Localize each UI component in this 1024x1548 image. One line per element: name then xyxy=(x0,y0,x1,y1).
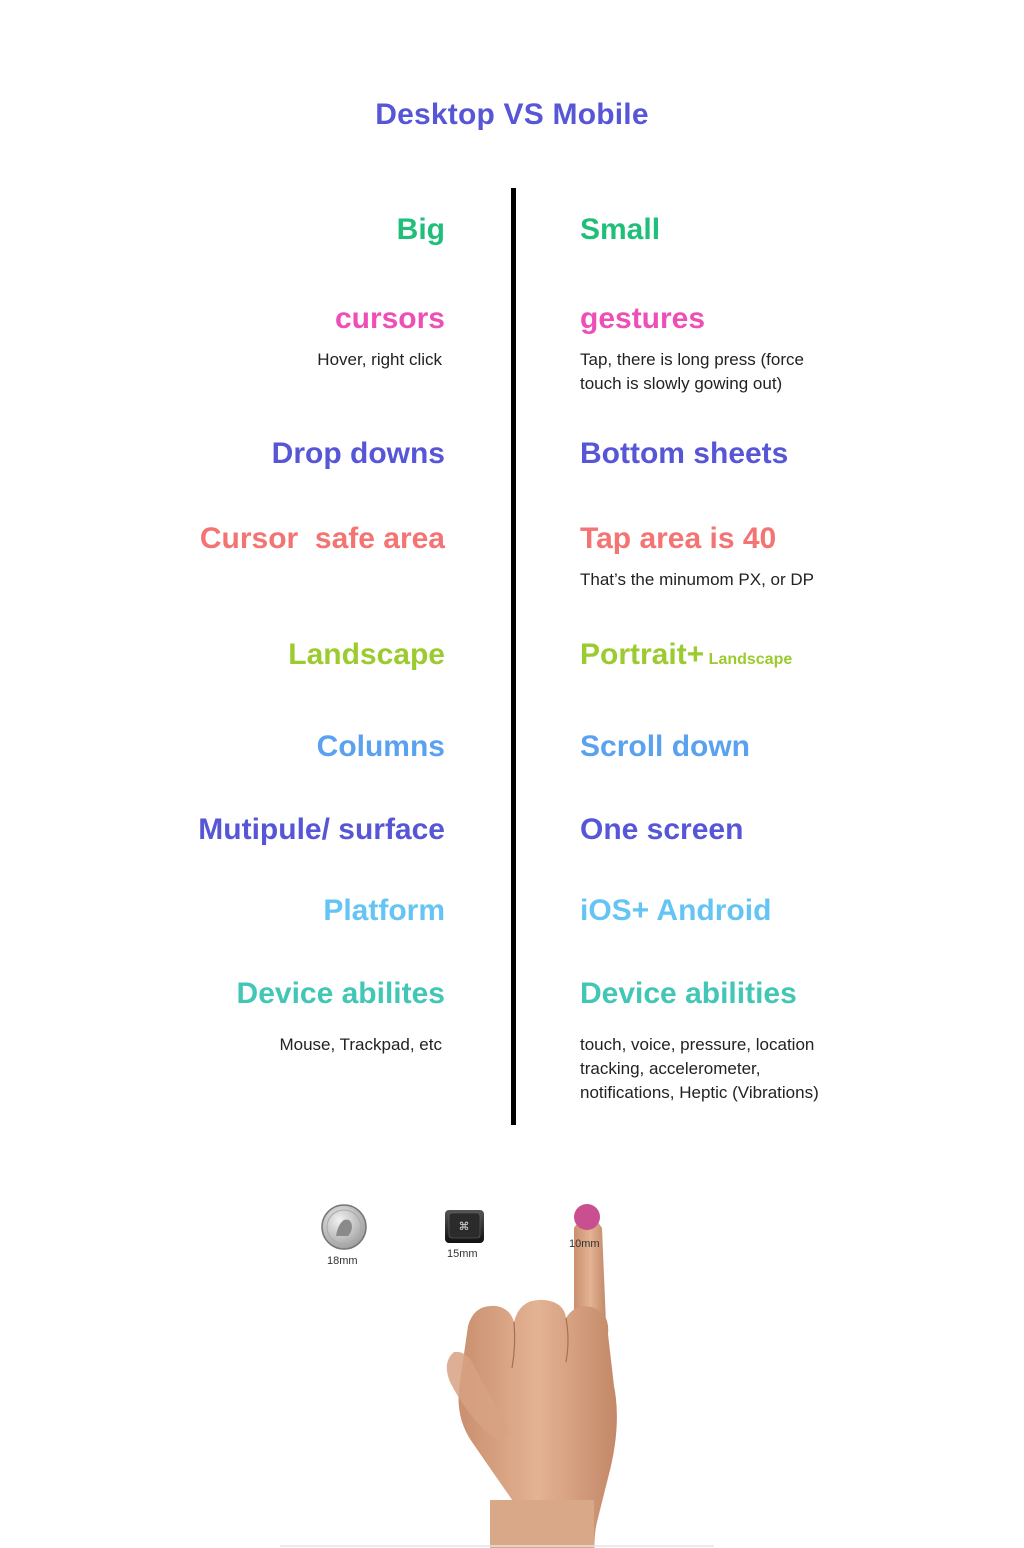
right-note-tap-area: That’s the minumom PX, or DP xyxy=(580,570,814,589)
coin-size-label: 18mm xyxy=(327,1255,358,1267)
left-heading-landscape: Landscape xyxy=(288,638,445,671)
right-heading-gestures: gestures xyxy=(580,302,706,335)
right-note-device-abilities: touch, voice, pressure, location tracking, accelerometer, notifications, Heptic (Vibrations) xyxy=(580,1035,819,1102)
left-heading-device-abilities: Device abilites xyxy=(236,977,445,1010)
key-size-label: 15mm xyxy=(447,1248,478,1260)
left-heading-multiple-surface: Mutipule/ surface xyxy=(198,813,445,846)
coin-icon xyxy=(322,1205,366,1249)
right-heading-portrait-suffix: Landscape xyxy=(704,651,793,668)
right-heading-ios-android: iOS+ Android xyxy=(580,894,772,927)
left-heading-platform: Platform xyxy=(323,894,445,927)
keyboard-key-icon xyxy=(445,1210,484,1243)
left-heading-cursors: cursors xyxy=(334,302,445,335)
right-heading-tap-area: Tap area is 40 xyxy=(580,522,777,555)
left-note-device-abilities: Mouse, Trackpad, etc xyxy=(279,1035,442,1054)
svg-text:⌘: ⌘ xyxy=(458,1220,470,1233)
right-heading-scroll-down: Scroll down xyxy=(580,730,751,763)
finger-size-label: 10mm xyxy=(569,1238,600,1250)
left-heading-big: Big xyxy=(396,213,445,246)
right-heading-small: Small xyxy=(580,213,661,246)
right-heading-device-abilities: Device abilities xyxy=(580,977,797,1010)
right-note-gestures: Tap, there is long press (force touch is slowly gowing out) xyxy=(580,350,804,393)
left-heading-drop-downs: Drop downs xyxy=(271,437,445,470)
left-heading-cursor-safe-area: Cursor safe area xyxy=(199,522,445,555)
page-title: Desktop VS Mobile xyxy=(375,98,649,131)
right-heading-one-screen: One screen xyxy=(580,813,744,846)
right-heading-bottom-sheets: Bottom sheets xyxy=(580,437,789,470)
left-note-cursors: Hover, right click xyxy=(317,350,442,369)
right-heading-portrait-main: Portrait+ xyxy=(580,638,705,671)
left-heading-columns: Columns xyxy=(316,730,445,763)
fingertip-target-dot xyxy=(574,1204,600,1230)
